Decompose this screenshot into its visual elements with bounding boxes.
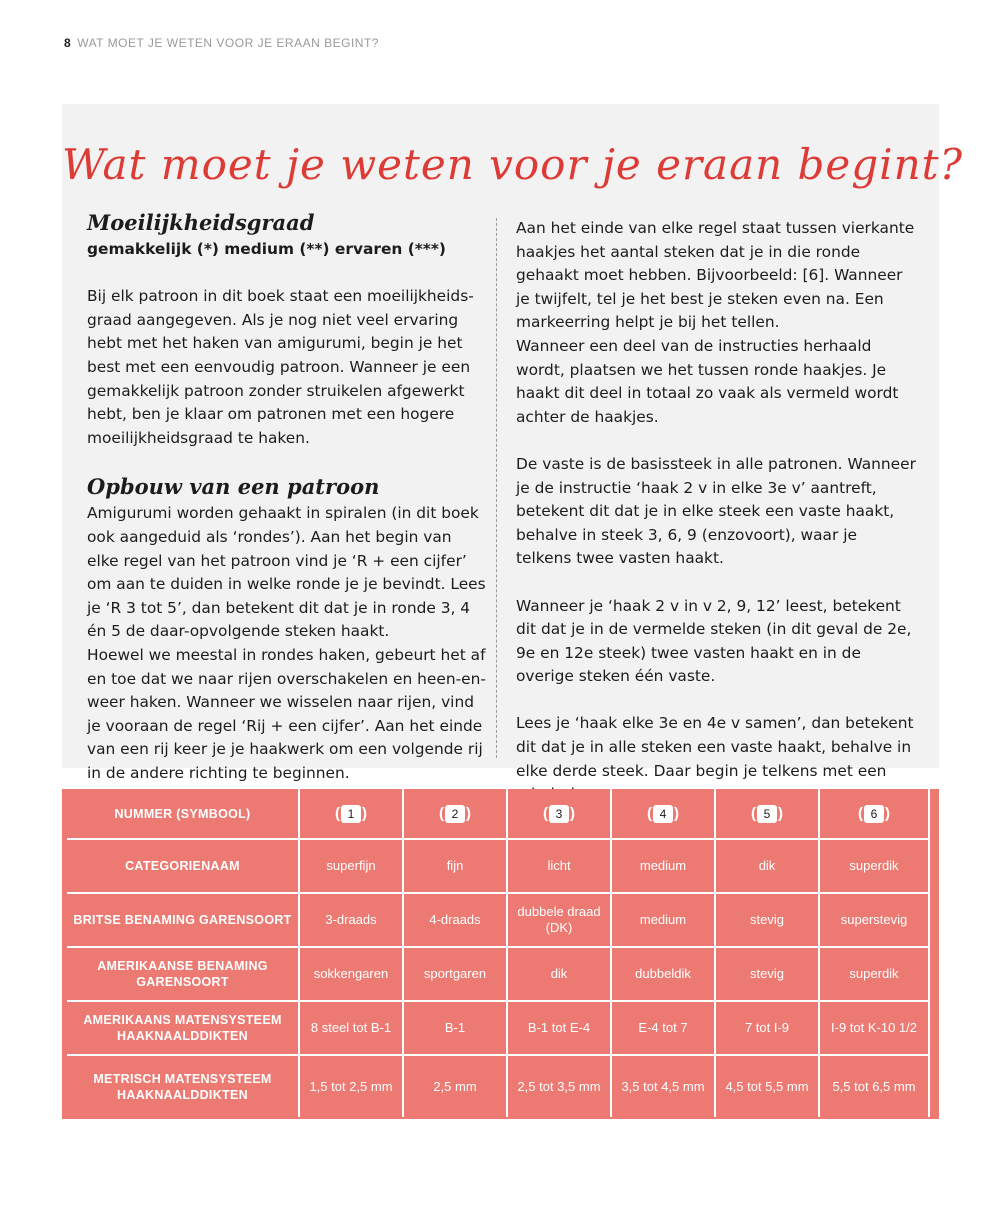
yarn-symbol-icon: ( 4 ) <box>647 804 679 822</box>
table-row <box>67 893 929 947</box>
table-cell <box>299 789 403 839</box>
table-cell: 4-draads <box>403 893 507 947</box>
table-row <box>67 947 929 1001</box>
yarn-symbol-icon: ( 1 ) <box>335 804 367 822</box>
row-label: AMERIKAANSE BENAMING GARENSOORT <box>67 947 299 1001</box>
heading-structure: Opbouw van een patroon <box>87 474 380 500</box>
table-cell: sportgaren <box>403 947 507 1001</box>
table-row <box>67 839 929 893</box>
table-cell: stevig <box>715 893 819 947</box>
table-cell: 2,5 tot 3,5 mm <box>507 1055 611 1117</box>
column-divider <box>496 218 497 758</box>
table-cell: 3-draads <box>299 893 403 947</box>
heading-difficulty: Moeilijkheidsgraad <box>87 210 315 235</box>
paragraph: Hoewel we meestal in rondes haken, gebeurt het af en toe dat we naar rijen overschakelen en heen-en-weer haken. Wanneer we wisselen naar rijen, vind je vooraan de regel ‘Rij + een cijfer’. Aan het einde van een rij keer je je haakwerk om een volgende rij in de andere richting te beginnen. <box>87 645 486 782</box>
table-cell: stevig <box>715 947 819 1001</box>
row-label: BRITSE BENAMING GARENSOORT <box>67 893 299 947</box>
yarn-weight-table <box>67 789 930 1117</box>
table-cell <box>715 789 819 839</box>
table-cell: B-1 <box>403 1001 507 1055</box>
table-cell: E-4 tot 7 <box>611 1001 715 1055</box>
difficulty-levels: gemakkelijk (*) medium (**) ervaren (***) <box>87 240 446 258</box>
table-cell: 1,5 tot 2,5 mm <box>299 1055 403 1117</box>
table-cell <box>507 789 611 839</box>
table-cell <box>403 789 507 839</box>
yarn-table-background <box>62 789 939 1119</box>
table-cell: sokkengaren <box>299 947 403 1001</box>
table-cell: superdik <box>819 947 929 1001</box>
right-column <box>516 217 916 807</box>
table-cell: 8 steel tot B-1 <box>299 1001 403 1055</box>
paragraph: De vaste is de basissteek in alle patronen. Wanneer je de instructie ‘haak 2 v in elke 3e v’ aantreft, betekent dit dat je in elke steek een vaste haakt, behalve in steek 3, 6, 9 (enzovoort), waar je telkens twee vasten haakt. <box>516 454 916 568</box>
row-label: AMERIKAANS MATENSYSTEEM HAAKNAALDDIKTEN <box>67 1001 299 1055</box>
page-header <box>64 36 379 50</box>
table-cell <box>611 789 715 839</box>
yarn-symbol-icon: ( 5 ) <box>751 804 783 822</box>
page-title: Wat moet je weten voor je eraan begint? <box>62 140 964 189</box>
table-cell: dik <box>715 839 819 893</box>
table-cell: medium <box>611 893 715 947</box>
running-title: WAT MOET JE WETEN VOOR JE ERAAN BEGINT? <box>77 36 379 50</box>
row-label: NUMMER (SYMBOOL) <box>67 789 299 839</box>
table-cell: 3,5 tot 4,5 mm <box>611 1055 715 1117</box>
paragraph: Amigurumi worden gehaakt in spiralen (in dit boek ook aangeduid als ‘rondes’). Aan het begin van elke regel van het patroon vind je ‘R + een cijfer’ om aan te duiden in welke ronde je je bevindt. Lees je ‘R 3 tot 5’, dan betekent dit dat je in ronde 3, 4 én 5 de daar-opvolgende steken haakt. <box>87 504 486 641</box>
table-cell <box>819 789 929 839</box>
table-cell: dubbeldik <box>611 947 715 1001</box>
paragraph: Aan het einde van elke regel staat tussen vierkante haakjes het aantal steken dat je in die ronde gehaakt moet hebben. Bijvoorbeeld: [6]. Wanneer je twijfelt, tel je het best je steken even na. Een markeerring helpt je bij het tellen. <box>516 219 915 332</box>
table-cell: licht <box>507 839 611 893</box>
table-row <box>67 1001 929 1055</box>
table-cell: B-1 tot E-4 <box>507 1001 611 1055</box>
table-cell: 5,5 tot 6,5 mm <box>819 1055 929 1117</box>
page-number: 8 <box>64 36 72 50</box>
table-cell: superfijn <box>299 839 403 893</box>
paragraph: Bij elk patroon in dit boek staat een moeilijkheids-graad aangegeven. Als je nog niet veel ervaring hebt met het haken van amigurumi, begin je het best met een eenvoudig patroon. Wanneer je een gemakkelijk patroon zonder struikelen afgewerkt hebt, ben je klaar om patronen met een hogere moeilijkheidsgraad te haken. <box>87 287 474 447</box>
row-label: METRISCH MATENSYSTEEM HAAKNAALDDIKTEN <box>67 1055 299 1117</box>
yarn-symbol-icon: ( 3 ) <box>543 804 575 822</box>
table-cell: fijn <box>403 839 507 893</box>
paragraph: Wanneer een deel van de instructies herhaald wordt, plaatsen we het tussen ronde haakjes. Je haakt dit deel in totaal zo vaak als vermeld wordt achter de haakjes. <box>516 336 899 426</box>
table-cell: medium <box>611 839 715 893</box>
row-label: CATEGORIENAAM <box>67 839 299 893</box>
paragraph: Lees je ‘haak elke 3e en 4e v samen’, dan betekent dit dat je in alle steken een vaste haakt, behalve in elke derde steek. Daar begin je telkens met een <box>516 714 914 780</box>
table-cell: 4,5 tot 5,5 mm <box>715 1055 819 1117</box>
table-cell: 7 tot I-9 <box>715 1001 819 1055</box>
table-cell: dik <box>507 947 611 1001</box>
table-cell: superdik <box>819 839 929 893</box>
table-row <box>67 789 929 839</box>
table-row <box>67 1055 929 1117</box>
table-cell: superstevig <box>819 893 929 947</box>
yarn-symbol-icon: ( 2 ) <box>439 804 471 822</box>
paragraph: Wanneer je ‘haak 2 v in v 2, 9, 12’ leest, betekent dit dat je in de vermelde steken (in dit geval de 2e, 9e en 12e steek) twee vasten haakt en in de overige steken één vaste. <box>516 596 912 686</box>
table-cell: 2,5 mm <box>403 1055 507 1117</box>
table-cell: I-9 tot K-10 1/2 <box>819 1001 929 1055</box>
table-cell: dubbele draad (DK) <box>507 893 611 947</box>
left-column <box>87 208 487 785</box>
yarn-symbol-icon: ( 6 ) <box>858 804 890 822</box>
